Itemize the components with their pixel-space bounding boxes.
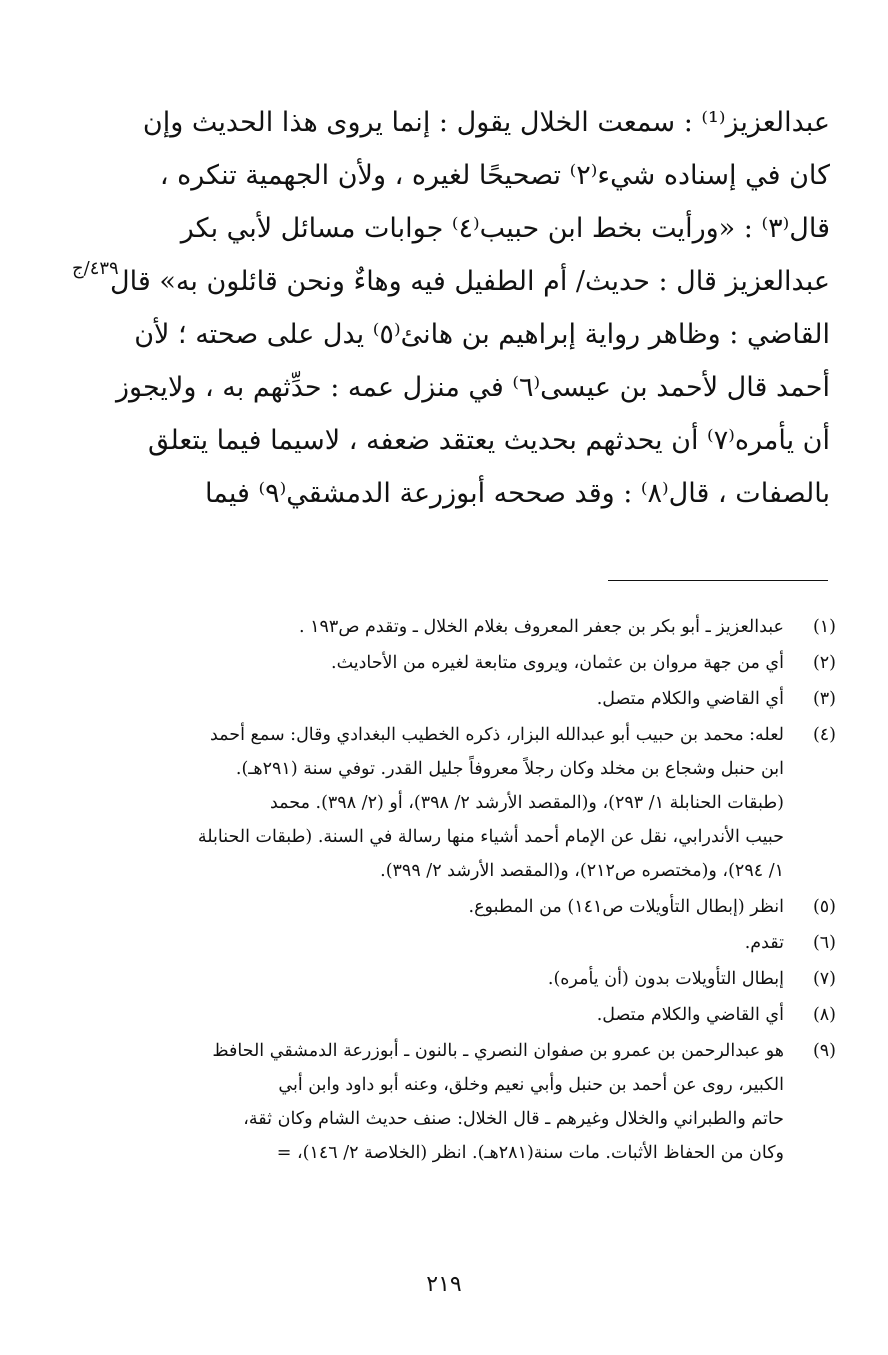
footnote-line: ابن حنبل وشجاع بن مخلد وكان رجلاً معروفاً جليل القدر. توفي سنة (٢٩١هـ). — [235, 759, 784, 779]
footnote-line: هو عبدالرحمن بن عمرو بن صفوان النصري ـ بالنون ـ أبوزرعة الدمشقي الحافظ — [212, 1041, 784, 1061]
footnote — [158, 718, 836, 888]
footnote-line: لعله: محمد بن حبيب أبو عبدالله البزار، ذكره الخطيب البغدادي وقال: سمع أحمد — [209, 725, 784, 745]
footnote-body — [158, 1034, 784, 1170]
footnote-line: حاتم والطبراني والخلال وغيرهم ـ قال الخلال: صنف حديث الشام وكان ثقة، — [243, 1109, 784, 1129]
footnote-line: انظر (إبطال التأويلات ص١٤١) من المطبوع. — [468, 897, 784, 917]
footnotes — [158, 610, 836, 1172]
main-text — [110, 96, 830, 520]
footnote-number: (٧) — [812, 969, 836, 989]
main-text-line: بالصفات ، قال⁽٨⁾ : وقد صححه أبوزرعة الدمشقي⁽٩⁾ فيما — [205, 478, 830, 509]
footnote — [158, 926, 836, 960]
footnote-line: ١/ ٢٩٤)، و(مختصره ص٢١٢)، و(المقصد الأرشد ٢/ ٣٩٩). — [380, 861, 784, 881]
footnote — [158, 610, 836, 644]
footnote — [158, 682, 836, 716]
margin-manuscript-reference: ٤٣٩/ج — [72, 258, 119, 279]
footnote-line: حبيب الأندرابي، نقل عن الإمام أحمد أشياء منها رسالة في السنة. (طبقات الحنابلة — [197, 827, 784, 847]
main-text-line: القاضي : وظاهر رواية إبراهيم بن هانئ⁽٥⁾ يدل على صحته ؛ لأن — [134, 319, 830, 350]
page-number: ٢١٩ — [426, 1272, 462, 1297]
footnote-body — [158, 682, 784, 716]
footnote-body — [158, 998, 784, 1032]
footnote-line: الكبير، روى عن أحمد بن حنبل وأبي نعيم وخلق، وعنه أبو داود وابن أبي — [278, 1075, 784, 1095]
footnote-body — [158, 890, 784, 924]
footnote-number: (٢) — [812, 653, 836, 673]
footnote — [158, 1034, 836, 1170]
footnote-number: (٨) — [812, 1005, 836, 1025]
footnote-body — [158, 926, 784, 960]
main-text-line: كان في إسناده شيء⁽٢⁾ تصحيحًا لغيره ، ولأن الجهمية تنكره ، — [159, 160, 830, 191]
footnote-body — [158, 718, 784, 888]
footnote-line: أي القاضي والكلام متصل. — [596, 1005, 784, 1025]
footnote-body — [158, 962, 784, 996]
footnote-line: عبدالعزيز ـ أبو بكر بن جعفر المعروف بغلام الخلال ـ وتقدم ص١٩٣ . — [298, 617, 784, 637]
footnote-number: (٩) — [812, 1041, 836, 1061]
footnote-line: أي من جهة مروان بن عثمان، ويروى متابعة لغيره من الأحاديث. — [331, 653, 784, 673]
footnote-line: أي القاضي والكلام متصل. — [596, 689, 784, 709]
footnote — [158, 890, 836, 924]
footnote-number: (٥) — [812, 897, 836, 917]
footnote-body — [158, 646, 784, 680]
main-text-line: عبدالعزيز⁽¹⁾ : سمعت الخلال يقول : إنما يروى هذا الحديث وإن — [142, 107, 830, 138]
footnote-number: (٤) — [812, 725, 836, 745]
footnote-body — [158, 610, 784, 644]
footnote-line: وكان من الحفاظ الأثبات. مات سنة(٢٨١هـ). انظر (الخلاصة ٢/ ١٤٦)، = — [276, 1143, 784, 1163]
footnote — [158, 998, 836, 1032]
footnote-line: (طبقات الحنابلة ١/ ٢٩٣)، و(المقصد الأرشد ٢/ ٣٩٨)، أو (٢/ ٣٩٨). محمد — [269, 793, 784, 813]
footnote-number: (٣) — [812, 689, 836, 709]
footnote-separator — [608, 580, 828, 581]
footnote-number: (٦) — [812, 933, 836, 953]
main-text-line: عبدالعزيز قال : حديث/ أم الطفيل فيه وهاءٌ ونحن قائلون به» قال — [110, 266, 830, 297]
main-text-line: قال⁽٣⁾ : «ورأيت بخط ابن حبيب⁽٤⁾ جوابات مسائل لأبي بكر — [180, 213, 830, 244]
footnote-number: (١) — [812, 617, 836, 637]
main-text-line: أحمد قال لأحمد بن عيسى⁽٦⁾ في منزل عمه : حدِّثهم به ، ولايجوز — [116, 372, 830, 403]
footnote — [158, 962, 836, 996]
footnote-line: إبطال التأويلات بدون (أن يأمره). — [547, 969, 784, 989]
footnote — [158, 646, 836, 680]
main-text-line: أن يأمره⁽٧⁾ أن يحدثهم بحديث يعتقد ضعفه ، لاسيما فيما يتعلق — [147, 425, 830, 456]
footnote-line: تقدم. — [744, 933, 784, 953]
